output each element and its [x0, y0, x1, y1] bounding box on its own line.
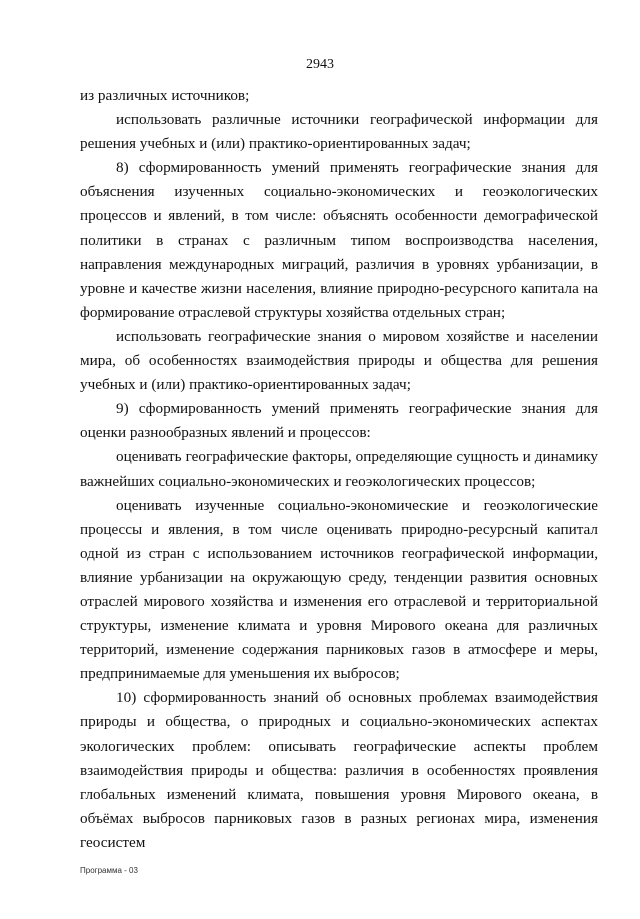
paragraph-2: использовать различные источники географической информации для решения учебных и (или) практико-ориентированных задач;: [80, 111, 598, 153]
paragraph-7: оценивать изученные социально-экономические и геоэкологические процессы и явления, в том числе оценивать природно-ресурсный капитал одной из стран с использованием источников географической информации, влияние урбанизации на окружающую среду, тенденции развития основных отраслей мирового хозяйства и изменения его отраслевой и территориальной структуры, изменение климата и уровня Мирового океана для различных территорий, изменение содержания парниковых газов в атмосфере и меры, предпринимаемые для уменьшения их выбросов;: [80, 496, 598, 683]
document-body: [80, 84, 598, 855]
paragraph-1: из различных источников;: [80, 87, 250, 104]
footer-label: Программа - 03: [80, 866, 138, 875]
paragraph-3: 8) сформированность умений применять географические знания для объяснения изученных социально-экономических и геоэкологических процессов и явлений, в том числе: объяснять особенности демографической политики в странах с различным типом воспроизводства населения, направления международных миграций, различия в уровнях урбанизации, в уровне и качестве жизни населения, влияние природно-ресурсного капитала на формирование отраслевой структуры хозяйства отдельных стран;: [80, 159, 598, 321]
paragraph-5: 9) сформированность умений применять географические знания для оценки разнообразных явлений и процессов:: [80, 400, 598, 442]
paragraph-4: использовать географические знания о мировом хозяйстве и населении мира, об особенностях взаимодействия природы и общества для решения учебных и (или) практико-ориентированных задач;: [80, 327, 598, 394]
paragraph-8: 10) сформированность знаний об основных проблемах взаимодействия природы и общества, о природных и социально-экономических аспектах экологических проблем: описывать географические аспекты проблем взаимодействия природы и общества: различия в особенностях проявления глобальных изменений климата, повышения уровня Мирового океана, в объёмах выбросов парниковых газов в разных регионах мира, изменения геосистем: [80, 689, 598, 851]
paragraph-6: оценивать географические факторы, определяющие сущность и динамику важнейших социально-экономических и геоэкологических процессов;: [80, 448, 598, 490]
page-number: 2943: [306, 57, 334, 72]
